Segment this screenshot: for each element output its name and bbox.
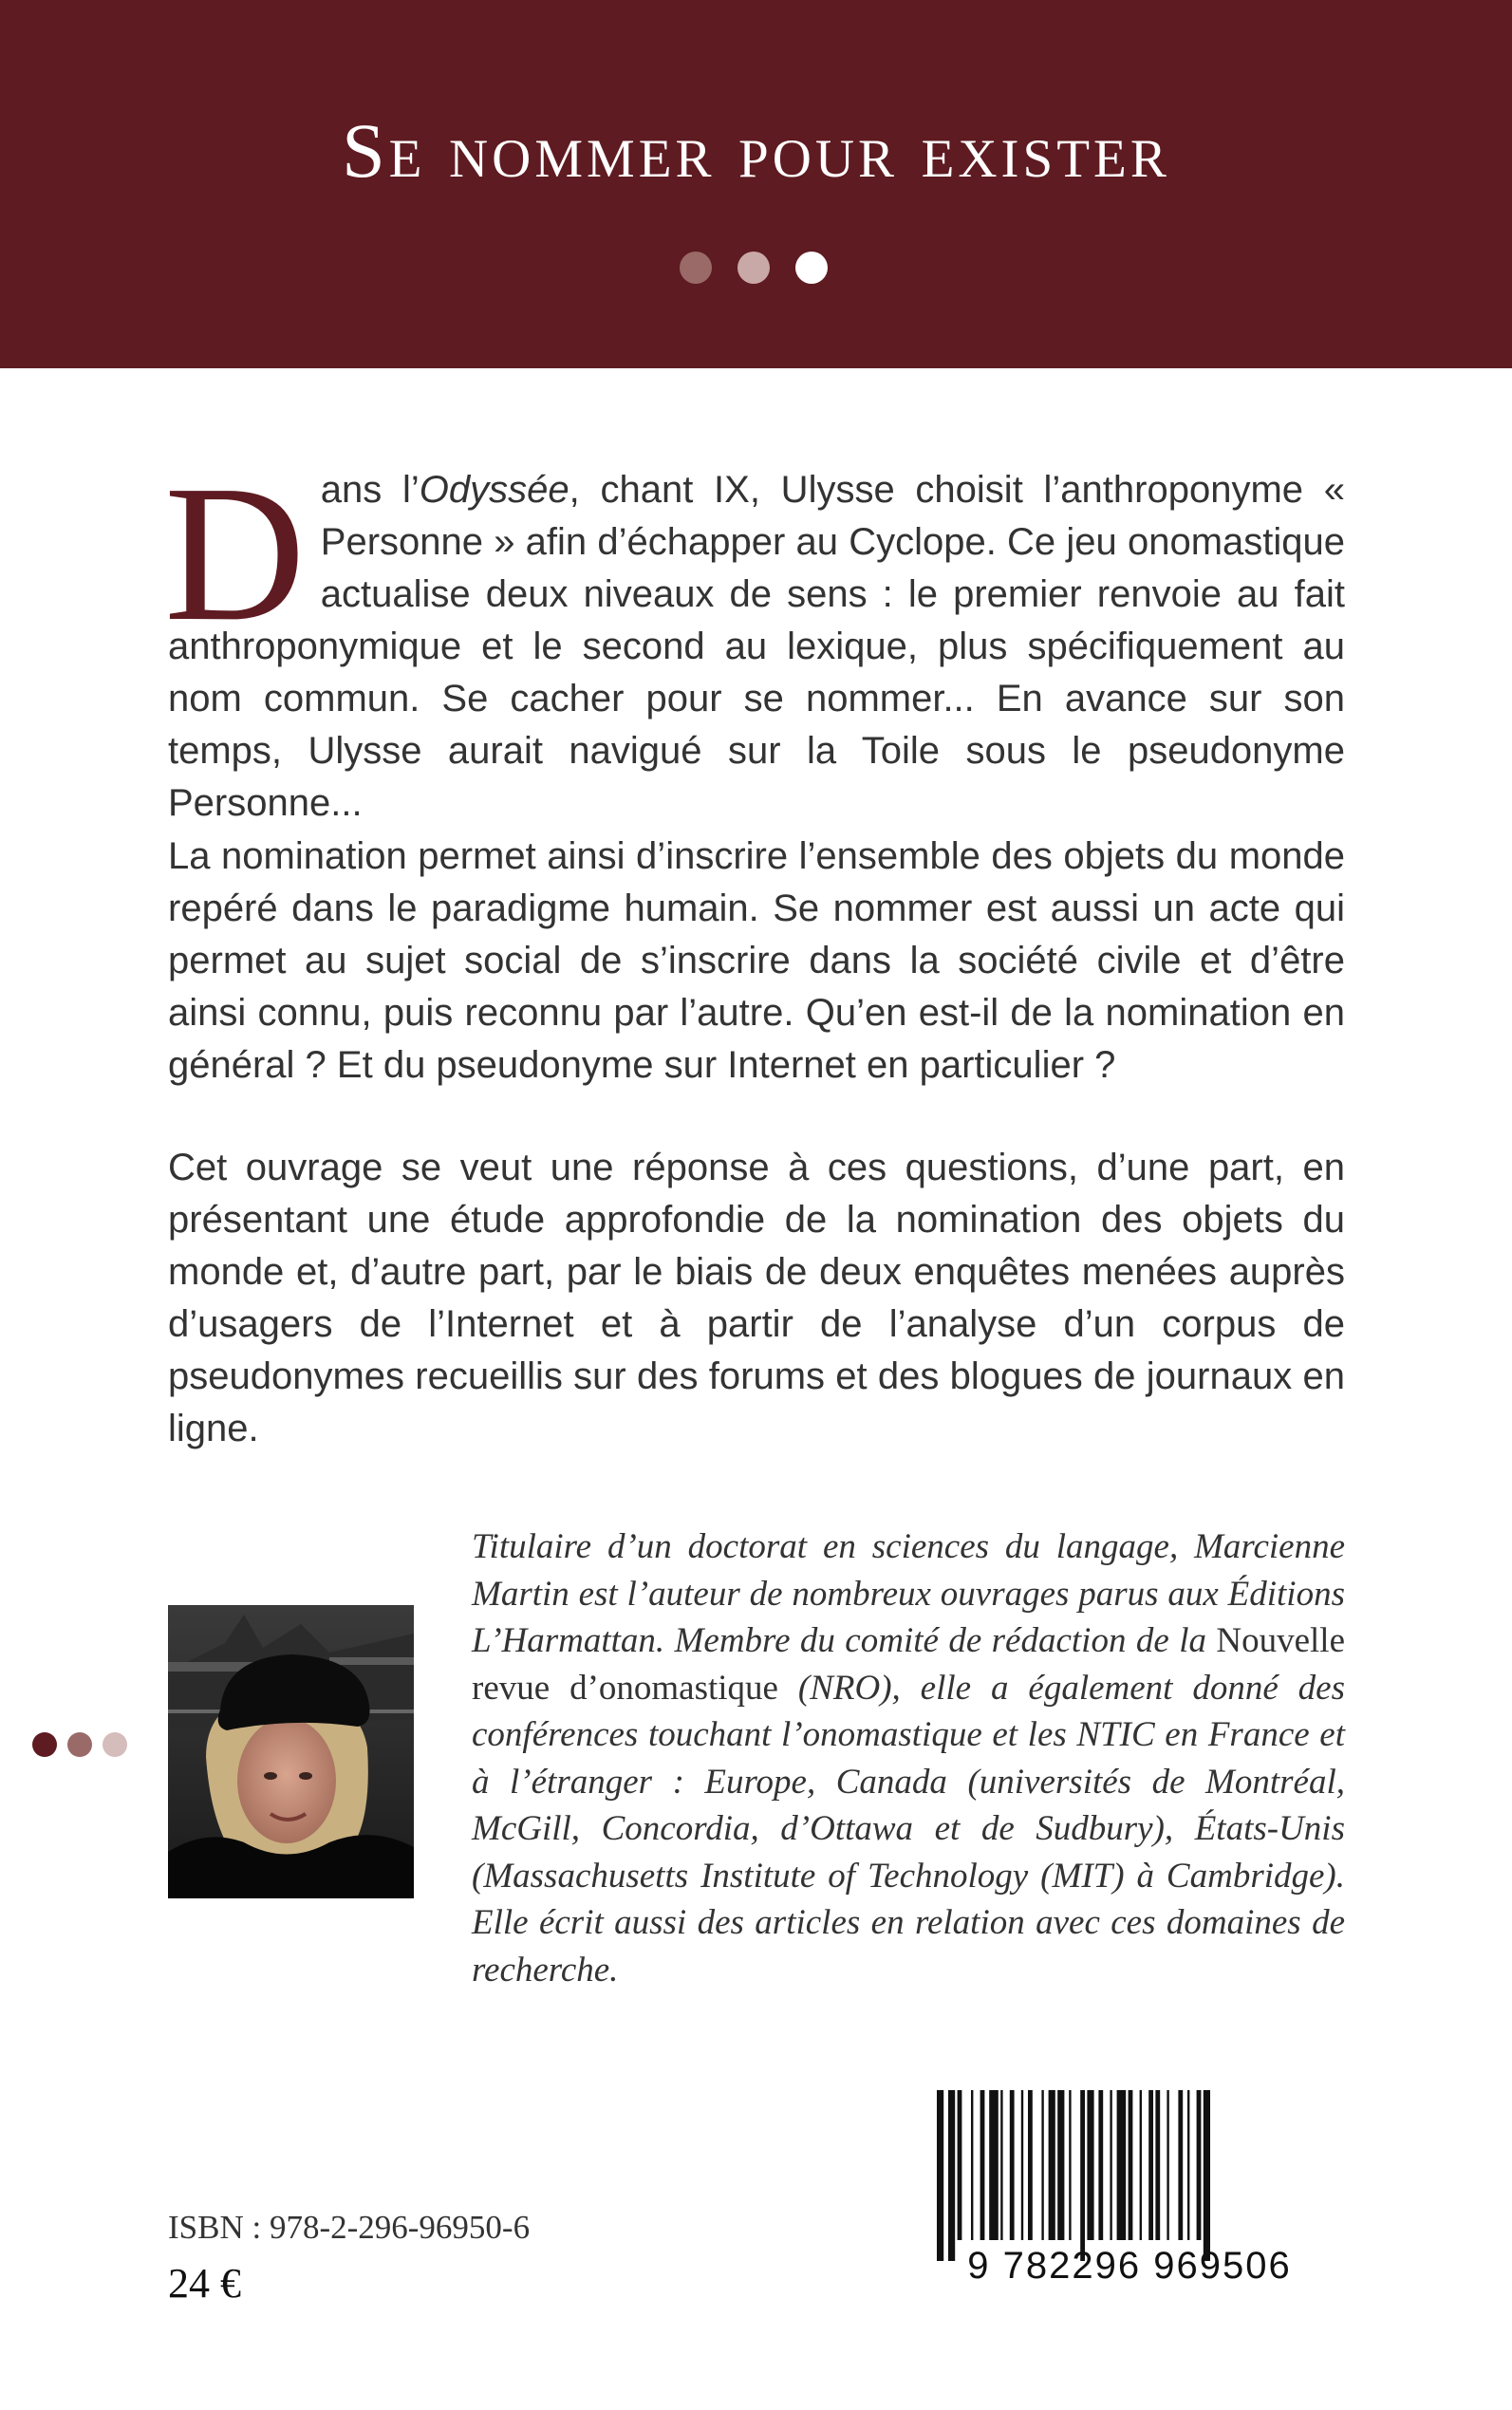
barcode-bar: [1178, 2090, 1183, 2240]
dot-icon: [795, 252, 828, 284]
barcode-bar: [1041, 2090, 1043, 2240]
book-title: Se nommer pour exister: [342, 107, 1170, 194]
barcode-bar: [1129, 2090, 1133, 2240]
barcode-bar: [1049, 2090, 1055, 2240]
blurb-paragraph-2: La nomination permet ainsi d’inscrire l’ensemble des objets du monde repéré dans le paradigme humain. Se nommer est aussi un acte qui permet au sujet social de s’inscrire dans la société civile et d’être ainsi connu, puis reconnu par l’autre. Qu’en est-il de la nomination en général ? Et du pseudonyme sur Internet en particulier ?: [168, 835, 1345, 1086]
blurb-paragraph-1: [164, 444, 1345, 830]
barcode-bar: [958, 2090, 962, 2240]
drop-cap: D: [164, 444, 306, 662]
dot-icon: [737, 252, 770, 284]
blurb-p1-start: ans l’: [320, 469, 420, 511]
dot-icon: [32, 1732, 57, 1757]
barcode-bar: [980, 2090, 985, 2240]
barcode-bar: [937, 2090, 943, 2261]
journal-title: Nouvelle revue d’onomastique: [472, 1621, 1345, 1708]
author-bio-rest: (NRO), elle a également donné des conférences touchant l’onomastique et les NTIC en France et à l’étranger : Europe, Canada (universités de Montréal, McGill, Concordia, d’Ottawa et de Sudbury), États-Unis (Massachusetts Institute of Technology (MIT) à Cambridge). Elle écrit aussi des articles en relation avec ces domaines de recherche.: [472, 1668, 1345, 1990]
barcode-bar: [1148, 2090, 1153, 2240]
barcode-bar: [1098, 2090, 1103, 2240]
blurb-p1-rest: , chant IX, Ulysse choisit l’anthroponyme « Personne » afin d’échapper au Cyclope. Ce jeu onomastique actualise deux niveaux de sens : le premier renvoie au fait anthroponymique et le second au lexique, plus spécifiquement au nom commun. Se cacher pour se nommer... En avance sur son temps, Ulysse aurait navigué sur la Toile sous le pseudonyme Personne...: [168, 469, 1345, 824]
dot-icon: [680, 252, 712, 284]
barcode-bar: [1167, 2090, 1168, 2240]
barcode-bar: [948, 2090, 955, 2261]
barcode-bar: [1021, 2090, 1023, 2240]
barcode-bar: [1000, 2090, 1002, 2240]
barcode-bar: [1155, 2090, 1160, 2240]
barcode-bar: [1087, 2090, 1093, 2240]
barcode-bar: [1080, 2090, 1085, 2261]
barcode-bar: [1028, 2090, 1033, 2240]
author-portrait-icon: [168, 1605, 414, 1898]
barcode-bar: [1069, 2090, 1071, 2240]
barcode-bar: [1057, 2090, 1064, 2240]
barcode-bar: [1117, 2090, 1127, 2240]
author-bio-start: Titulaire d’un doctorat en sciences du langage, Marcienne Martin est l’auteur de nombreux ouvrages parus aux Éditions L’Harmattan. Membre du comité de rédaction de la: [472, 1527, 1345, 1660]
title-band: [0, 0, 1512, 368]
blurb-paragraph-3: Cet ouvrage se veut une réponse à ces questions, d’une part, en présentant une étude approfondie de la nomination des objets du monde et, d’autre part, par le biais de deux enquêtes menées auprès d’usagers de l’Internet et à partir de l’analyse d’un corpus de pseudonymes recueillis sur des forums et des blogues de journaux en ligne.: [168, 1147, 1345, 1449]
barcode-bar: [971, 2090, 973, 2240]
price-label: 24 €: [168, 2260, 241, 2307]
barcode-bar: [1204, 2090, 1210, 2261]
blurb-p1-italic: Odyssée: [419, 469, 569, 511]
author-photo: [168, 1605, 414, 1898]
barcode-bar: [1140, 2090, 1142, 2240]
dot-icon: [103, 1732, 127, 1757]
barcode-bar: [1010, 2090, 1015, 2240]
barcode-bar: [1110, 2090, 1111, 2240]
barcode: [925, 2088, 1334, 2288]
author-bio: [472, 1523, 1345, 1993]
barcode-bar: [1197, 2090, 1202, 2240]
barcode-bar: [989, 2090, 999, 2240]
isbn-label: ISBN : 978-2-296-96950-6: [168, 2209, 531, 2246]
dot-icon: [67, 1732, 92, 1757]
barcode-bar: [1187, 2090, 1189, 2240]
barcode-digits: 9 782296 969506: [967, 2245, 1292, 2287]
